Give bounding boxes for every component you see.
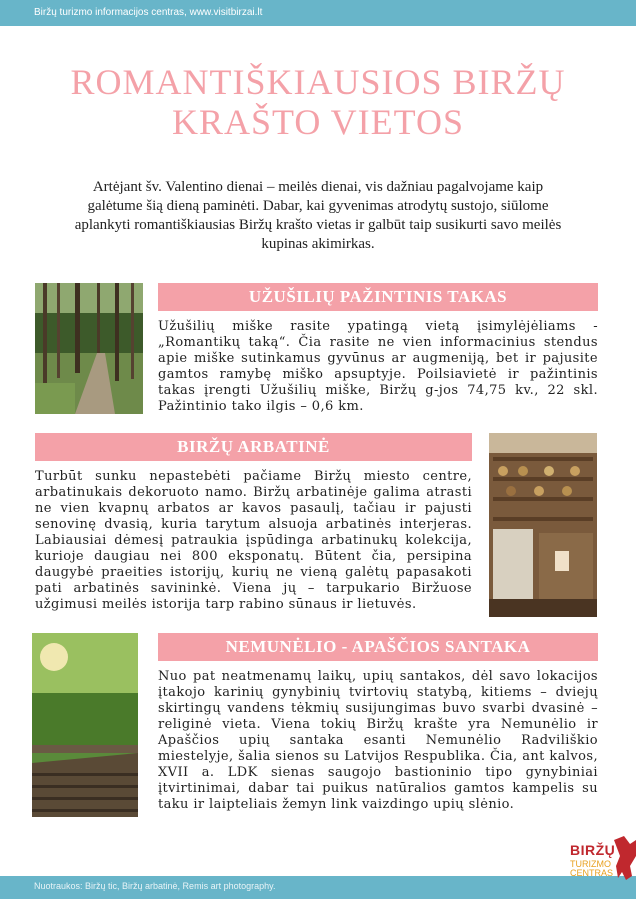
- forest-path-photo: [35, 283, 143, 414]
- section-text-arbatine: Turbūt sunku nepastebėti pačiame Biržų miesto centre, arbatinukais dekoruoto namo. Biržų arbatinėje galima atrasti ne vien kvapnų arbatos ar kavos pasaulį, tačiau ir pajusti senovinę dvasią, kuria tarytum alsuoja arbatinės interjeras. Labiausiai dėmesį patraukia įspūdinga arbatinukų kolekcija, kurioje daugiau nei 800 eksponatų. Būtent čia, persipina daugybė praeities istorijų, kurių ne vieną galėtų papasakoti pati arbatinės savininkė. Viena jų – tarpukario Biržuose užgimusi meilės istorija tarp rabino sūnaus ir lietuvės.: [35, 469, 472, 612]
- section-text-santaka: Nuo pat neatmenamų laikų, upių santakos, dėl savo lokacijos įtakojo karinių gynybinių tvirtovių statybą, kitiems – dviejų skirtingų vandens tėkmių susijungimas buvo svarbi dvasinė – religinė vieta. Viena tokių Biržų krašte yra Nemunėlio ir Apaščios upių santaka esanti Nemunėlio Radviliškio miestelyje, šalia sienos su Latvijos Respublika. Čia, ant kalvos, XVII a. LDK sienas saugojo bastioninio tipo gynybiniai įtvirtinimai, dabar tai puikus natūralios gamtos kampelis su taku ir laipteliais žemyn link vaizdingo upių slėnio.: [158, 669, 598, 812]
- birzai-tourism-logo: [570, 836, 636, 886]
- section-heading-takas: UŽUŠILIŲ PAŽINTINIS TAKAS: [158, 283, 598, 311]
- bottom-bar: [0, 876, 636, 899]
- top-bar: [0, 0, 636, 26]
- title-line-2: KRAŠTO VIETOS: [171, 102, 465, 142]
- tea-room-photo: [489, 433, 597, 617]
- intro-paragraph: Artėjant šv. Valentino dienai – meilės dienai, vis dažniau pagalvojame kaip galėtume šią dieną paminėti. Dabar, kai gyvenimas atrodytų sustojo, siūlome aplankyti romantiškiausias Biržų krašto vietas ir galbūt taip susikurti savo meilės kupinas akimirkas.: [74, 179, 562, 252]
- title-line-1: ROMANTIŠKIAUSIOS BIRŽŲ: [70, 62, 566, 102]
- source-text: Biržų turizmo informacijos centras, www.visitbirzai.lt: [34, 7, 263, 18]
- photo-credits: Nuotraukos: Biržų tic, Biržų arbatinė, Remis art photography.: [34, 881, 276, 891]
- page-title: [0, 62, 636, 142]
- section-heading-arbatine: BIRŽŲ ARBATINĖ: [35, 433, 472, 461]
- river-confluence-photo: [32, 633, 138, 817]
- section-heading-santaka: NEMUNĖLIO - APAŠČIOS SANTAKA: [158, 633, 598, 661]
- section-text-takas: Užušilių miške rasite ypatingą vietą įsimylėjėliams - „Romantikų taką“. Čia rasite ne vien informacinius stendus apie miške sutinkamus gyvūnus ar augmeniją, bet ir pajusite gamtos ramybę miško apsuptyje. Poilsiavietė ir pažintinis takas įrengti Užušilių miške, Biržų g-jos 74,75 kv., 22 skl. Pažintinio tako ilgis – 0,6 km.: [158, 319, 598, 414]
- logo-line-2: TURIZMO CENTRAS: [570, 859, 614, 878]
- logo-line-1: BIRŽŲ: [570, 842, 616, 858]
